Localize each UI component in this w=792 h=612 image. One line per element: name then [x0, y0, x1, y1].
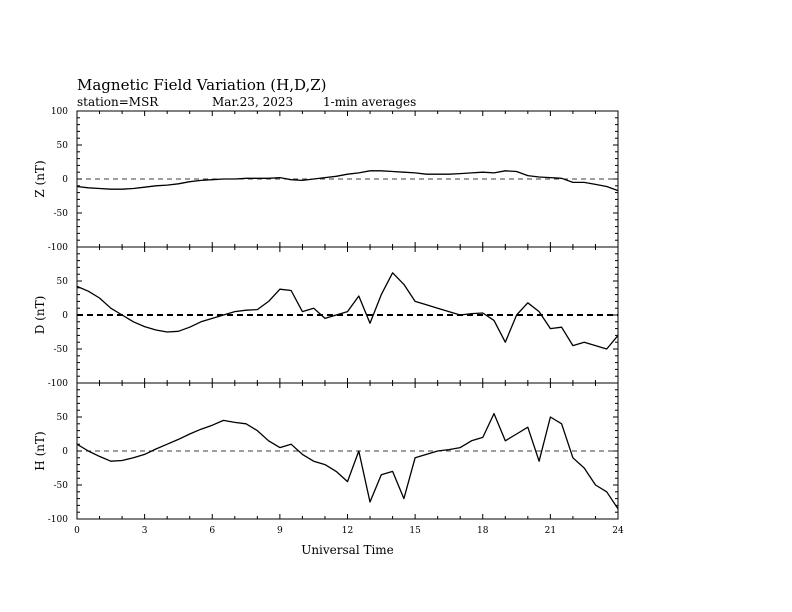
d-ylabel: D (nT)	[33, 295, 47, 335]
xtick-label: 3	[141, 526, 148, 536]
h-ytick-label: -50	[53, 481, 68, 491]
xtick-label: 18	[477, 526, 489, 536]
xtick-label: 9	[277, 526, 283, 536]
z-series-line	[77, 171, 618, 191]
d-series-line	[77, 273, 618, 349]
h-ylabel: H (nT)	[33, 431, 47, 471]
d-ytick-label: -100	[47, 379, 68, 389]
station-label: station=MSR	[77, 95, 159, 109]
xtick-label: 6	[209, 526, 216, 536]
xtick-label: 0	[74, 526, 80, 536]
d-ytick-label: -50	[53, 345, 68, 355]
x-axis-label: Universal Time	[301, 543, 394, 557]
z-ytick-label: -100	[47, 243, 68, 253]
date-label: Mar.23, 2023	[212, 95, 294, 109]
h-series-line	[77, 414, 618, 509]
h-ytick-label: 0	[62, 447, 68, 457]
h-ytick-label: -100	[47, 515, 68, 525]
xtick-label: 15	[409, 526, 421, 536]
xtick-label: 24	[612, 526, 624, 536]
z-ytick-label: -50	[53, 209, 68, 219]
z-ytick-label: 50	[56, 141, 68, 151]
h-ytick-label: 50	[56, 413, 68, 423]
z-ytick-label: 0	[62, 175, 68, 185]
d-ytick-label: 50	[56, 277, 68, 287]
averaging-label: 1-min averages	[323, 95, 417, 109]
z-ytick-label: 100	[50, 107, 68, 117]
chart-title: Magnetic Field Variation (H,D,Z)	[77, 76, 327, 94]
xtick-label: 12	[341, 526, 354, 536]
d-ytick-label: 0	[62, 311, 68, 321]
z-ylabel: Z (nT)	[33, 160, 47, 198]
xtick-label: 21	[544, 526, 557, 536]
